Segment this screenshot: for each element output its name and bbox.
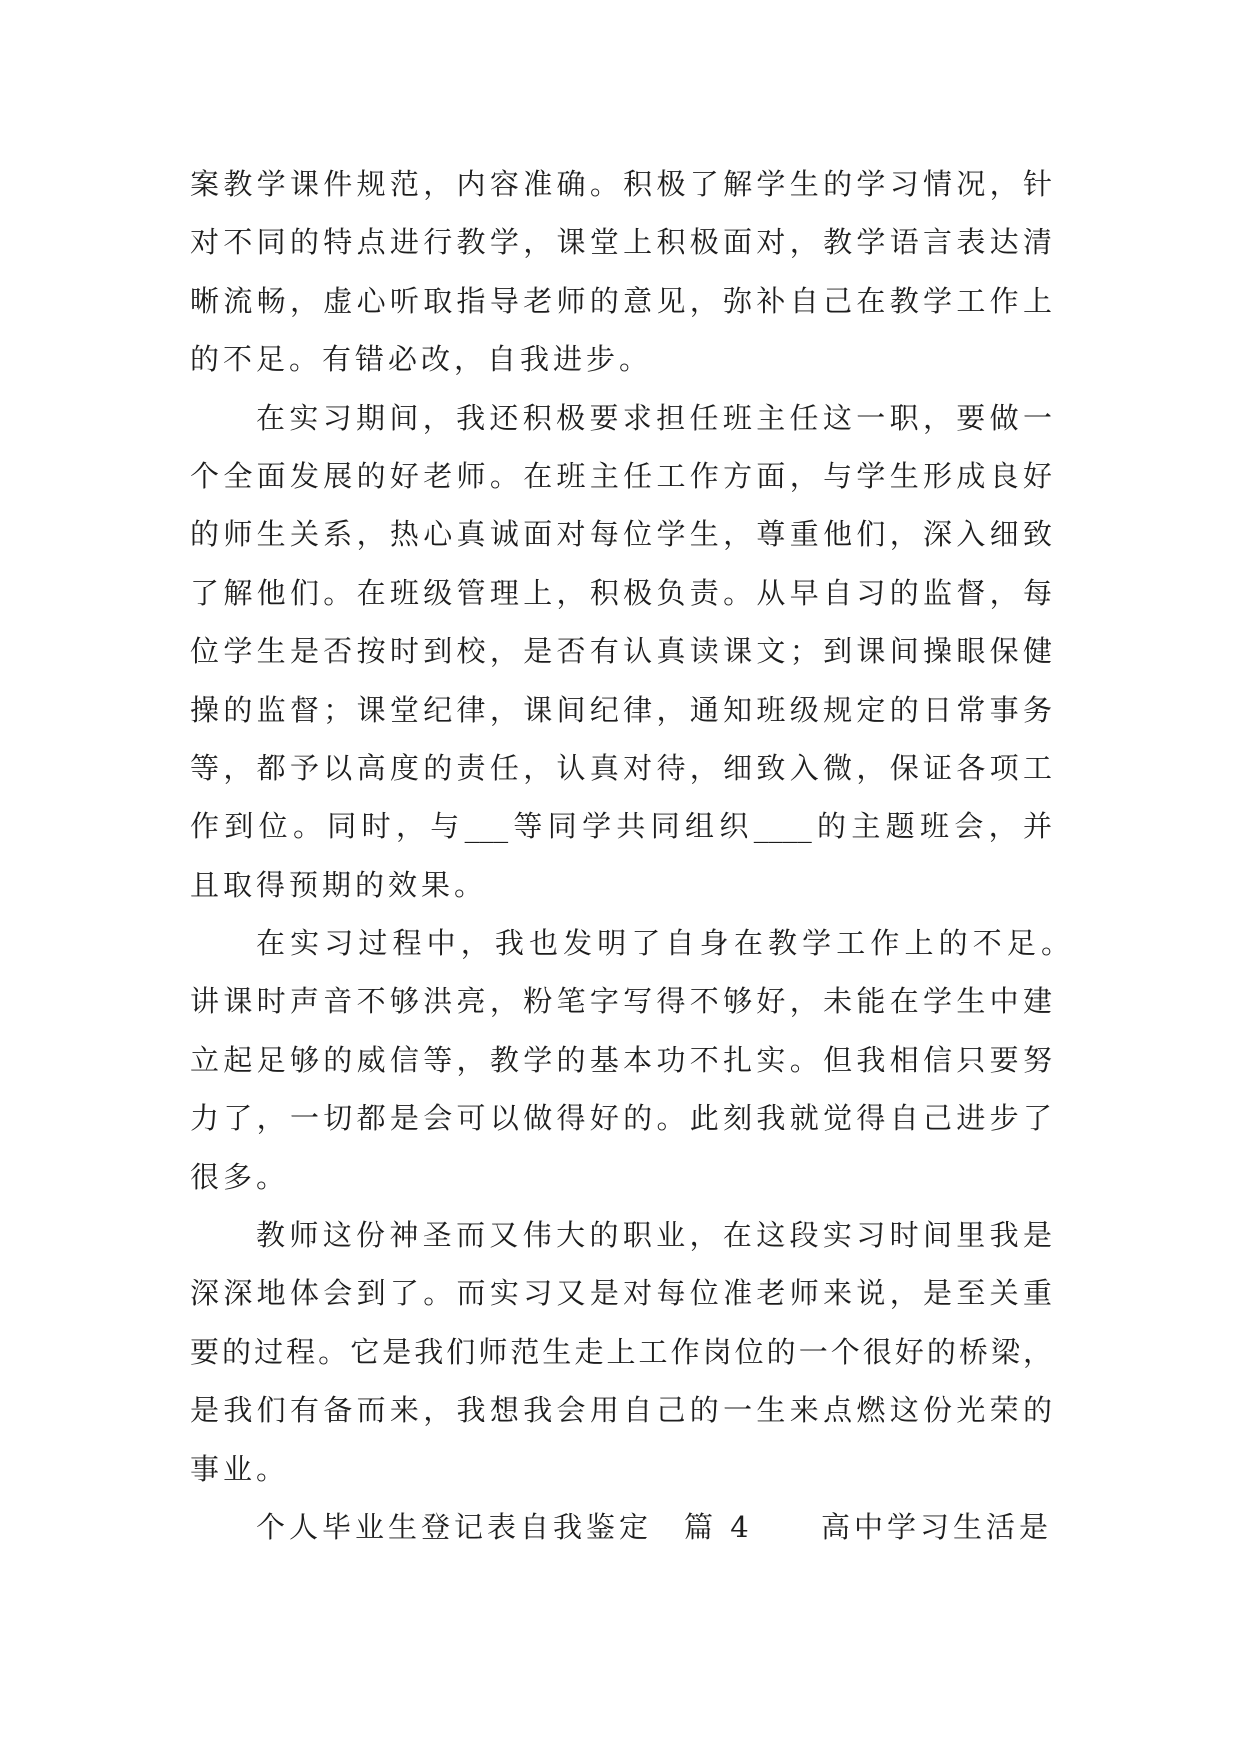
section-text: 高中学习生活是 <box>820 1509 1052 1544</box>
text-line: 对不同的特点进行教学，课堂上积极面对，教学语言表达清 <box>190 225 1052 260</box>
section-line <box>190 1498 1052 1556</box>
section-number: 篇 4 <box>684 1509 753 1544</box>
text-line: 在实习期间，我还积极要求担任班主任这一职，要做一 <box>256 400 1052 435</box>
text-line: 很多。 <box>190 1159 290 1194</box>
text-line: 等，都予以高度的责任，认真对待，细致入微，保证各项工 <box>190 750 1052 785</box>
text-line: 在实习过程中，我也发明了自身在教学工作上的不足。 <box>256 926 1070 961</box>
section-heading: 个人毕业生登记表自我鉴定 <box>256 1509 653 1544</box>
text-line: 要的过程。它是我们师范生走上工作岗位的一个很好的桥梁， <box>190 1334 1052 1369</box>
text-line: 是我们有备而来，我想我会用自己的一生来点燃这份光荣的 <box>190 1393 1052 1428</box>
text-line: 作到位。同时，与___等同学共同组织____的主题班会，并 <box>190 809 1052 844</box>
text-line: 教师这份神圣而又伟大的职业，在这段实习时间里我是 <box>256 1218 1052 1253</box>
paragraph <box>190 1206 1052 1498</box>
section-title-group <box>256 1498 753 1556</box>
document-body <box>190 155 1070 1556</box>
text-line: 事业。 <box>190 1451 290 1486</box>
paragraph <box>190 389 1052 915</box>
text-line: 了解他们。在班级管理上，积极负责。从早自习的监督，每 <box>190 575 1052 610</box>
text-line: 的不足。有错必改，自我进步。 <box>190 342 653 377</box>
text-line: 操的监督；课堂纪律，课间纪律，通知班级规定的日常事务 <box>190 692 1052 727</box>
text-line: 立起足够的威信等，教学的基本功不扎实。但我相信只要努 <box>190 1042 1052 1077</box>
text-line: 位学生是否按时到校，是否有认真读课文；到课间操眼保健 <box>190 634 1052 669</box>
text-line: 且取得预期的效果。 <box>190 867 488 902</box>
text-line: 讲课时声音不够洪亮，粉笔字写得不够好，未能在学生中建 <box>190 984 1052 1019</box>
text-line: 的师生关系，热心真诚面对每位学生，尊重他们，深入细致 <box>190 517 1052 552</box>
text-line: 深深地体会到了。而实习又是对每位准老师来说，是至关重 <box>190 1276 1052 1311</box>
paragraph <box>190 155 1052 389</box>
text-line: 晰流畅，虚心听取指导老师的意见，弥补自己在教学工作上 <box>190 283 1052 318</box>
paragraph <box>190 914 1070 1206</box>
text-line: 力了，一切都是会可以做得好的。此刻我就觉得自己进步了 <box>190 1101 1052 1136</box>
text-line: 案教学课件规范，内容准确。积极了解学生的学习情况，针 <box>190 167 1052 201</box>
text-line: 个全面发展的好老师。在班主任工作方面，与学生形成良好 <box>190 458 1052 493</box>
